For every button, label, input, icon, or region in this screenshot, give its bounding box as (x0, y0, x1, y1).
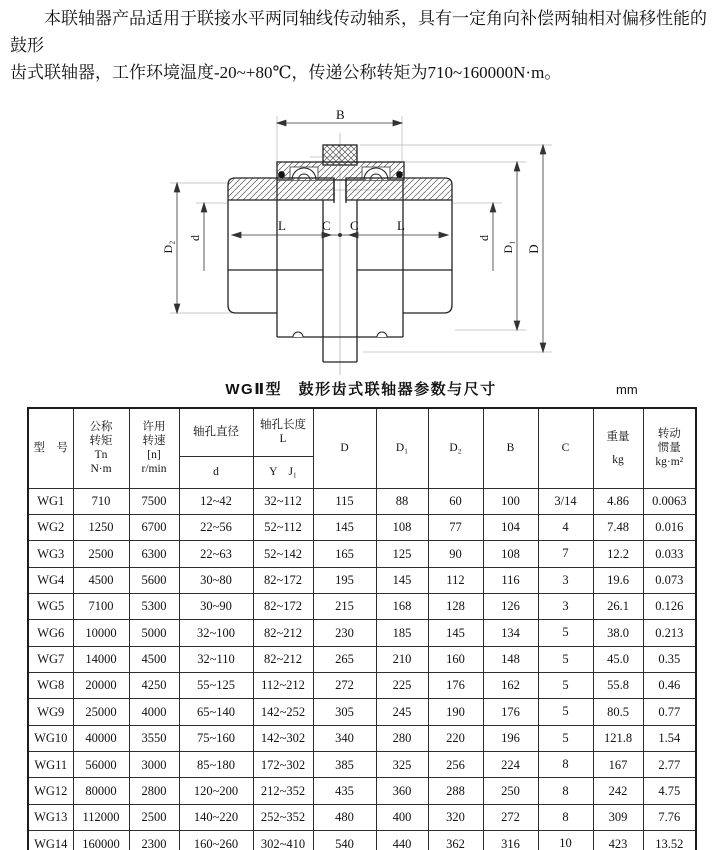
table-cell: 77 (428, 514, 483, 540)
table-cell: 185 (376, 620, 428, 646)
seal-ring-right (396, 171, 403, 178)
table-cell: 32~100 (179, 620, 253, 646)
col-header-torque: 公称 转矩 Tn N·m (73, 408, 129, 488)
table-row (28, 804, 696, 830)
table-cell: 360 (376, 778, 428, 804)
table-cell: 0.77 (643, 699, 696, 725)
dim-d-right-label: d (477, 235, 491, 241)
table-cell: 112000 (73, 804, 129, 830)
dim-d-left-label: d (188, 235, 202, 241)
table-cell: 305 (313, 699, 376, 725)
dim-d2-label: D₂ (161, 240, 175, 254)
spec-table (27, 407, 697, 850)
table-cell: 25000 (73, 699, 129, 725)
table-cell: 160~260 (179, 831, 253, 850)
table-cell: 80.5 (593, 699, 643, 725)
dim-d-left-line (201, 203, 207, 271)
table-cell: 225 (376, 673, 428, 699)
dim-d2-line (174, 183, 180, 313)
table-cell: 0.46 (643, 673, 696, 699)
dim-d-line (540, 145, 546, 352)
table-row (28, 831, 696, 850)
table-cell: 145 (313, 514, 376, 540)
table-cell: WG9 (28, 699, 73, 725)
table-cell: 12~42 (179, 488, 253, 514)
table-cell: 82~212 (253, 646, 313, 672)
table-title-row (27, 378, 695, 399)
table-row (28, 488, 696, 514)
table-cell: 1.54 (643, 725, 696, 751)
table-cell: 4 (538, 514, 593, 540)
table-cell: 40000 (73, 725, 129, 751)
table-cell: 215 (313, 593, 376, 619)
table-cell: 148 (483, 646, 538, 672)
table-cell: 142~252 (253, 699, 313, 725)
table-cell: 115 (313, 488, 376, 514)
dim-d-label: D (526, 244, 541, 254)
table-cell: 75~160 (179, 725, 253, 751)
table-cell: 82~172 (253, 567, 313, 593)
intro-line-1: 本联轴器产品适用于联接水平两同轴线传动轴系，具有一定角向补偿两轴相对偏移性能的鼓形 (10, 9, 707, 55)
table-cell: 176 (428, 673, 483, 699)
table-row (28, 620, 696, 646)
table-cell: 14000 (73, 646, 129, 672)
table-cell: 0.126 (643, 593, 696, 619)
table-cell: 13.52 (643, 831, 696, 850)
bolt-notch-left (293, 332, 303, 337)
col-header-weight: 重量 kg (593, 408, 643, 488)
table-cell: 8 (538, 752, 593, 778)
table-cell: 90 (428, 541, 483, 567)
table-cell: 108 (376, 514, 428, 540)
table-cell: 3 (538, 567, 593, 593)
table-cell: 4000 (129, 699, 179, 725)
table-cell: 362 (428, 831, 483, 850)
table-cell: 8 (538, 804, 593, 830)
table-cell: 145 (428, 620, 483, 646)
table-cell: 112~212 (253, 673, 313, 699)
table-cell: 108 (483, 541, 538, 567)
intro-paragraph (10, 6, 714, 87)
table-cell: 5 (538, 646, 593, 672)
table-cell: 5000 (129, 620, 179, 646)
table-cell: WG14 (28, 831, 73, 850)
table-cell: 5 (538, 699, 593, 725)
table-cell: 142~302 (253, 725, 313, 751)
table-cell: 120~200 (179, 778, 253, 804)
table-cell: 8 (538, 778, 593, 804)
table-cell: 125 (376, 541, 428, 567)
table-cell: 0.0063 (643, 488, 696, 514)
table-cell: 400 (376, 804, 428, 830)
table-cell: 100 (483, 488, 538, 514)
table-cell: WG7 (28, 646, 73, 672)
table-cell: 6700 (129, 514, 179, 540)
table-cell: 19.6 (593, 567, 643, 593)
table-cell: 423 (593, 831, 643, 850)
coupling-section-drawing (60, 95, 560, 380)
table-cell: 265 (313, 646, 376, 672)
table-cell: 224 (483, 752, 538, 778)
table-cell: 230 (313, 620, 376, 646)
table-cell: 1250 (73, 514, 129, 540)
table-cell: 710 (73, 488, 129, 514)
table-cell: 145 (376, 567, 428, 593)
col-header-c: C (538, 408, 593, 488)
sleeve-flange (277, 162, 404, 180)
table-header (28, 408, 696, 488)
table-cell: 128 (428, 593, 483, 619)
subheader-d: d (179, 456, 253, 488)
table-cell: 5300 (129, 593, 179, 619)
table-cell: 80000 (73, 778, 129, 804)
table-cell: WG10 (28, 725, 73, 751)
table-cell: 2800 (129, 778, 179, 804)
table-cell: 10000 (73, 620, 129, 646)
table-row (28, 778, 696, 804)
table-row (28, 567, 696, 593)
table-cell: 82~212 (253, 620, 313, 646)
col-header-model: 型 号 (28, 408, 73, 488)
table-cell: 340 (313, 725, 376, 751)
col-header-d: D (313, 408, 376, 488)
table-cell: 7.48 (593, 514, 643, 540)
table-cell: 12.2 (593, 541, 643, 567)
table-cell: 320 (428, 804, 483, 830)
hub-section-right (346, 178, 452, 200)
table-cell: 280 (376, 725, 428, 751)
table-cell: 160000 (73, 831, 129, 850)
table-cell: 272 (483, 804, 538, 830)
seal-ring-left (278, 171, 285, 178)
table-cell: 112 (428, 567, 483, 593)
table-row (28, 514, 696, 540)
extension-lines (170, 116, 552, 352)
table-cell: 3 (538, 593, 593, 619)
table-cell: 196 (483, 725, 538, 751)
table-row (28, 699, 696, 725)
table-cell: 0.016 (643, 514, 696, 540)
dim-d1-line (514, 162, 520, 330)
table-cell: 5 (538, 673, 593, 699)
table-cell: 272 (313, 673, 376, 699)
table-cell: 55~125 (179, 673, 253, 699)
table-cell: 134 (483, 620, 538, 646)
dim-l-right-label: L (397, 218, 405, 233)
table-cell: 168 (376, 593, 428, 619)
table-cell: 7500 (129, 488, 179, 514)
table-cell: WG12 (28, 778, 73, 804)
dim-c-left-label: C (322, 218, 331, 233)
table-cell: 0.35 (643, 646, 696, 672)
table-cell: 88 (376, 488, 428, 514)
subheader-y-j1: Y J₁ (253, 456, 313, 488)
table-cell: 30~90 (179, 593, 253, 619)
col-header-inertia: 转动 惯量 kg·m² (643, 408, 696, 488)
table-cell: 540 (313, 831, 376, 850)
table-row (28, 593, 696, 619)
table-cell: 3/14 (538, 488, 593, 514)
table-cell: 0.073 (643, 567, 696, 593)
table-cell: 2500 (73, 541, 129, 567)
table-cell: 435 (313, 778, 376, 804)
table-cell: 26.1 (593, 593, 643, 619)
table-cell: 220 (428, 725, 483, 751)
hub-section-left (228, 178, 334, 200)
table-cell: 52~142 (253, 541, 313, 567)
table-cell: 302~410 (253, 831, 313, 850)
table-cell: 22~56 (179, 514, 253, 540)
table-cell: 245 (376, 699, 428, 725)
dim-l-left-label: L (278, 218, 286, 233)
table-cell: 4500 (73, 567, 129, 593)
table-cell: 2300 (129, 831, 179, 850)
table-cell: WG8 (28, 673, 73, 699)
table-cell: 121.8 (593, 725, 643, 751)
intro-line-2: 齿式联轴器，工作环境温度-20~+80℃，传递公称转矩为710~160000N·m。 (10, 62, 562, 82)
table-cell: 162 (483, 673, 538, 699)
table-cell: 250 (483, 778, 538, 804)
table-cell: 85~180 (179, 752, 253, 778)
unit-label: mm (616, 382, 638, 397)
table-cell: 55.8 (593, 673, 643, 699)
table-cell: 165 (313, 541, 376, 567)
col-header-speed: 许用 转速 [n] r/min (129, 408, 179, 488)
table-cell: 195 (313, 567, 376, 593)
table-cell: 4.86 (593, 488, 643, 514)
table-cell: 60 (428, 488, 483, 514)
col-header-b: B (483, 408, 538, 488)
dim-lccl-line (232, 232, 448, 238)
table-cell: 5 (538, 725, 593, 751)
table-cell: 126 (483, 593, 538, 619)
table-cell: 440 (376, 831, 428, 850)
table-cell: 10 (538, 831, 593, 850)
table-cell: 52~112 (253, 514, 313, 540)
table-cell: 190 (428, 699, 483, 725)
table-row (28, 725, 696, 751)
table-cell: 210 (376, 646, 428, 672)
table-cell: 288 (428, 778, 483, 804)
col-header-d2: D₂ (428, 408, 483, 488)
table-row (28, 541, 696, 567)
table-cell: 32~112 (253, 488, 313, 514)
table-cell: 82~172 (253, 593, 313, 619)
table-cell: 4.75 (643, 778, 696, 804)
dim-d1-label: D₁ (501, 240, 515, 254)
table-cell: 256 (428, 752, 483, 778)
table-cell: WG2 (28, 514, 73, 540)
table-cell: WG3 (28, 541, 73, 567)
table-row (28, 752, 696, 778)
table-cell: WG6 (28, 620, 73, 646)
table-cell: WG4 (28, 567, 73, 593)
col-header-d1: D₁ (376, 408, 428, 488)
table-cell: 65~140 (179, 699, 253, 725)
table-cell: 140~220 (179, 804, 253, 830)
table-cell: 167 (593, 752, 643, 778)
table-cell: 2500 (129, 804, 179, 830)
table-cell: 3000 (129, 752, 179, 778)
table-cell: 4500 (129, 646, 179, 672)
table-cell: 2.77 (643, 752, 696, 778)
table-cell: 22~63 (179, 541, 253, 567)
table-cell: 20000 (73, 673, 129, 699)
table-cell: 38.0 (593, 620, 643, 646)
table-cell: 7 (538, 541, 593, 567)
table-cell: 316 (483, 831, 538, 850)
table-cell: WG11 (28, 752, 73, 778)
table-row (28, 646, 696, 672)
table-row (28, 673, 696, 699)
table-cell: 325 (376, 752, 428, 778)
table-cell: 309 (593, 804, 643, 830)
table-cell: 0.213 (643, 620, 696, 646)
table-cell: 30~80 (179, 567, 253, 593)
table-cell: 7100 (73, 593, 129, 619)
table-cell: 252~352 (253, 804, 313, 830)
table-cell: 5600 (129, 567, 179, 593)
table-cell: 56000 (73, 752, 129, 778)
table-cell: 32~110 (179, 646, 253, 672)
table-cell: 385 (313, 752, 376, 778)
table-title: WGⅡ型 鼓形齿式联轴器参数与尺寸 (225, 381, 497, 398)
table-cell: 176 (483, 699, 538, 725)
table-cell: 3550 (129, 725, 179, 751)
col-header-bore-length: 轴孔长度 L (253, 408, 313, 456)
table-cell: WG13 (28, 804, 73, 830)
table-cell: 116 (483, 567, 538, 593)
table-cell: 6300 (129, 541, 179, 567)
table-cell: 480 (313, 804, 376, 830)
table-body (28, 488, 696, 850)
table-cell: 45.0 (593, 646, 643, 672)
table-cell: 212~352 (253, 778, 313, 804)
bolt-notch-right (377, 332, 387, 337)
table-cell: WG5 (28, 593, 73, 619)
table-cell: 242 (593, 778, 643, 804)
table-cell: 4250 (129, 673, 179, 699)
table-cell: 104 (483, 514, 538, 540)
table-cell: 7.76 (643, 804, 696, 830)
table-cell: 5 (538, 620, 593, 646)
table-cell: 172~302 (253, 752, 313, 778)
dim-b-label: B (336, 107, 345, 122)
dim-c-right-label: C (350, 218, 359, 233)
table-cell: WG1 (28, 488, 73, 514)
table-cell: 160 (428, 646, 483, 672)
col-header-bore-diameter: 轴孔直径 (179, 408, 253, 456)
dim-d-right-line (490, 203, 496, 271)
table-cell: 0.033 (643, 541, 696, 567)
